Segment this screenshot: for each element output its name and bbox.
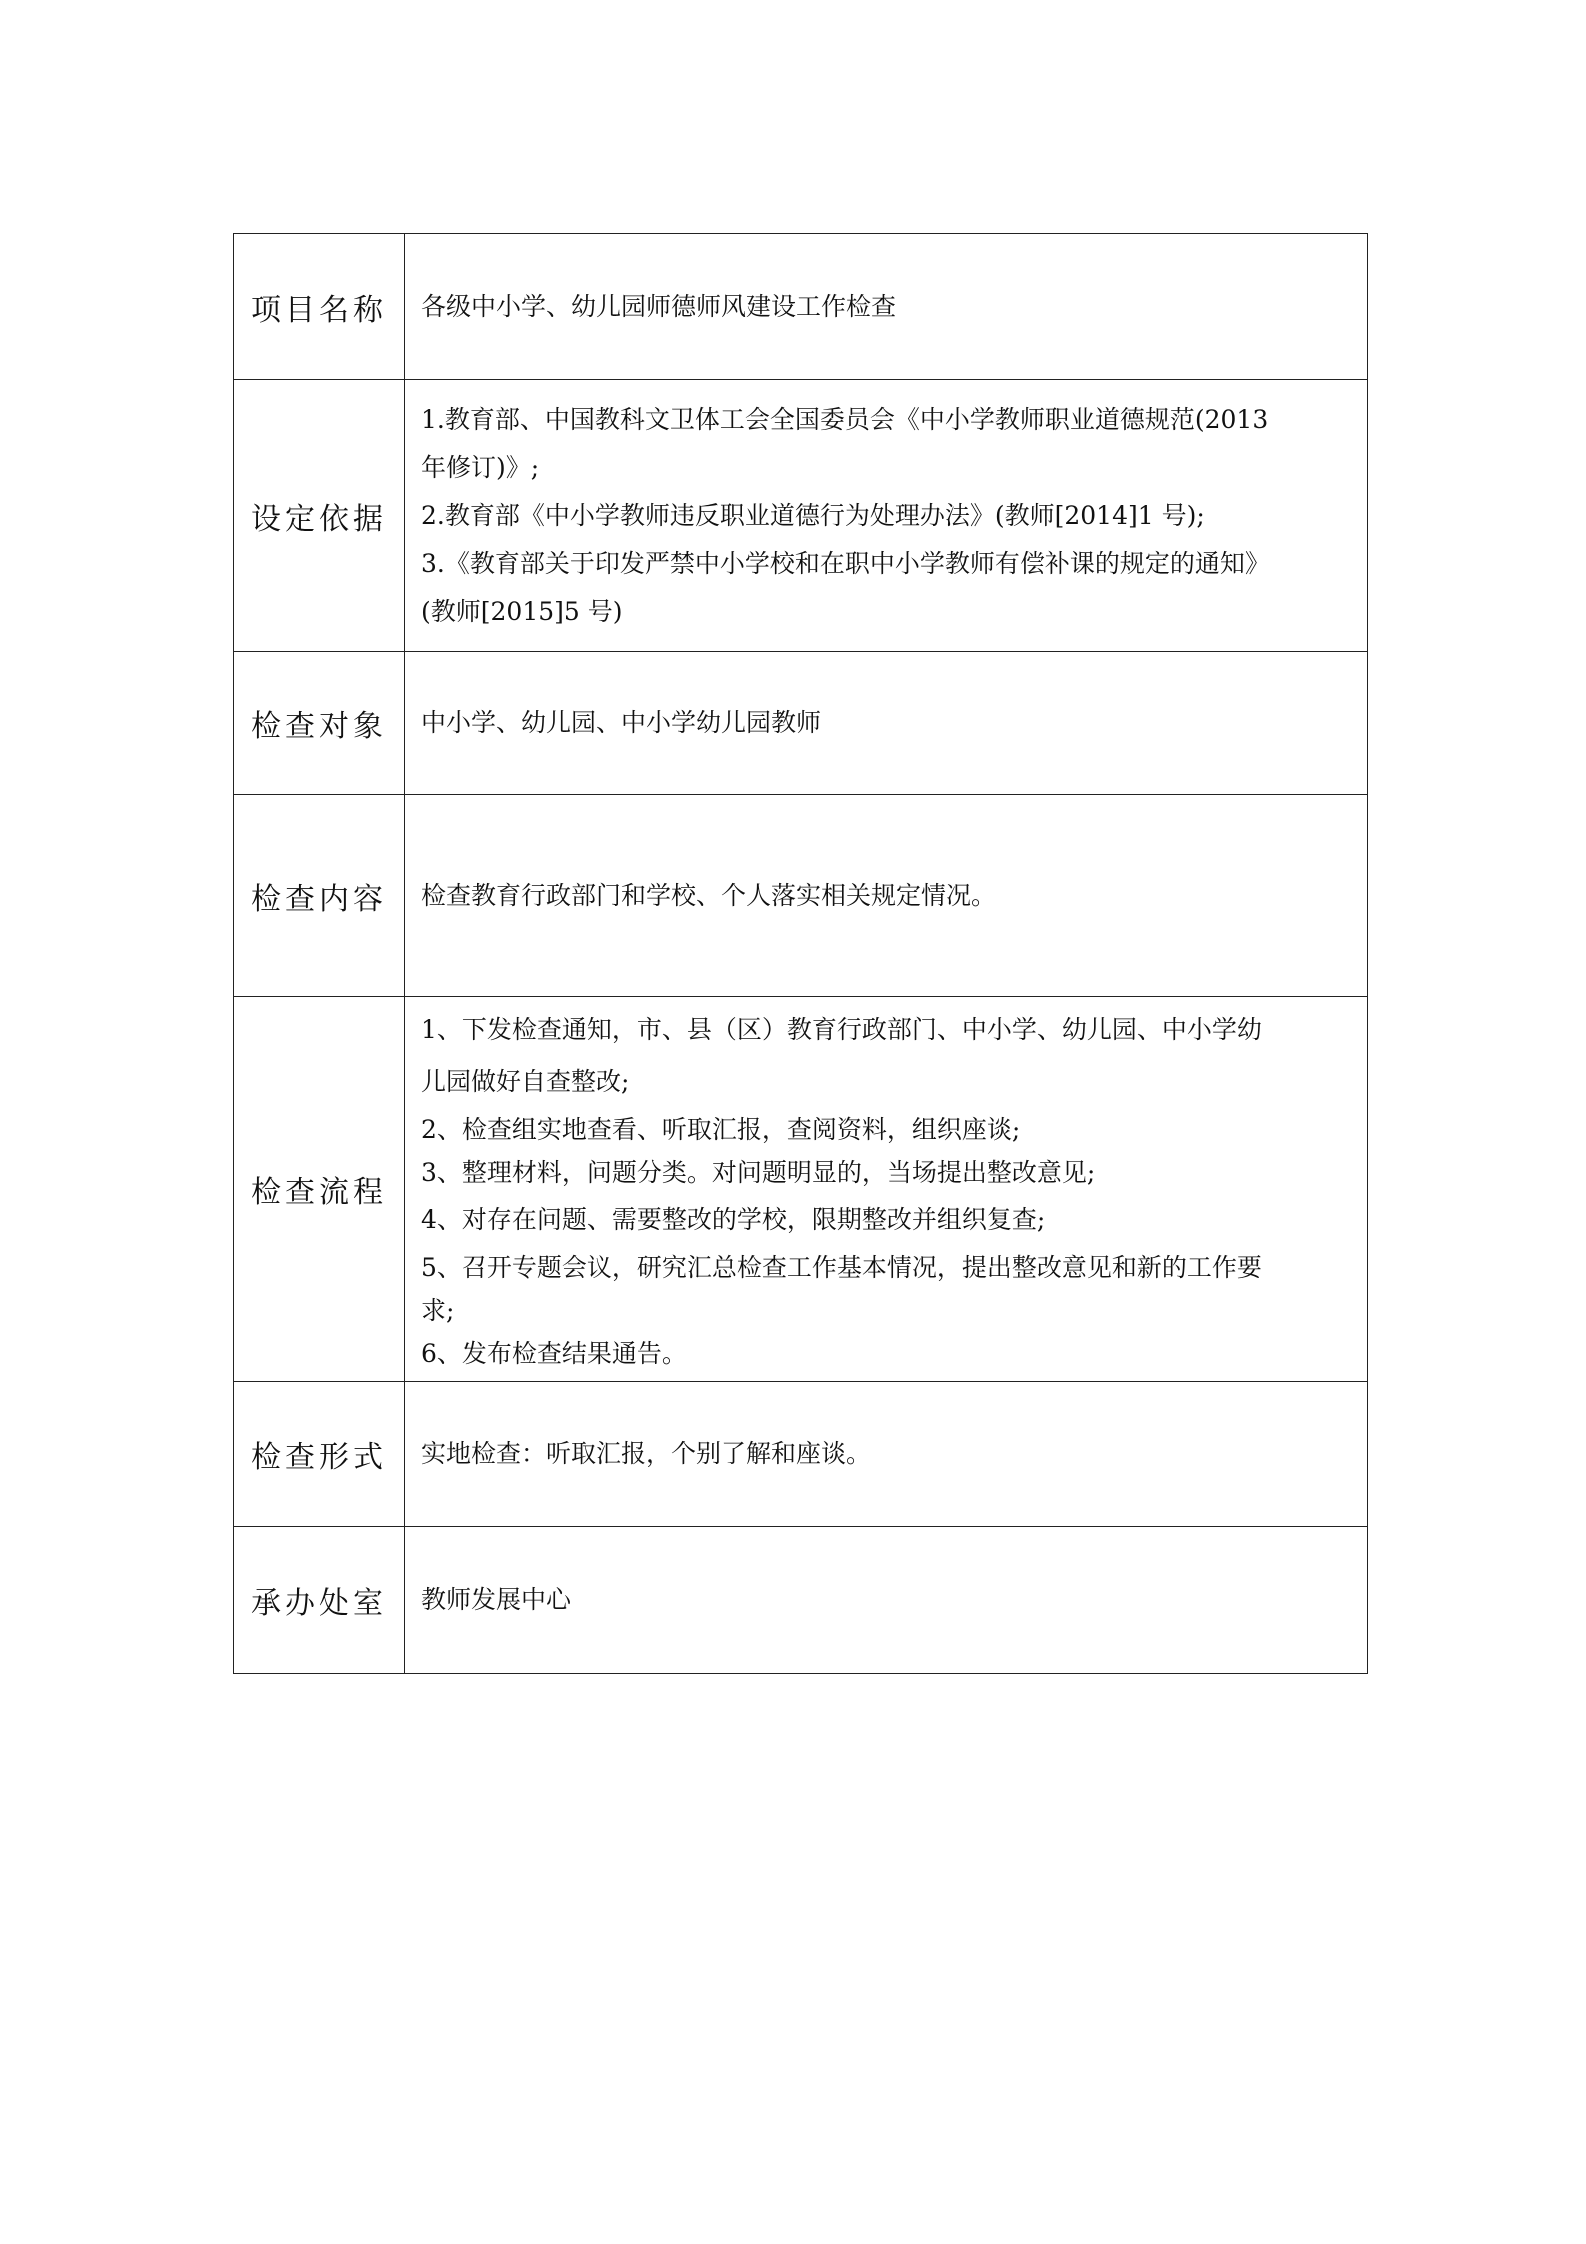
table-row-inspection-target (234, 652, 1368, 795)
basis-label: 设定依据 (234, 380, 405, 652)
process-line-8: 6、发布检查结果通告。 (421, 1338, 687, 1368)
table-row-basis (234, 380, 1368, 652)
process-line-7: 求; (421, 1295, 455, 1325)
process-line-5: 4、对存在问题、需要整改的学校，限期整改并组织复查; (421, 1204, 1046, 1234)
process-line-3: 2、检查组实地查看、听取汇报，查阅资料，组织座谈; (421, 1114, 1021, 1144)
responsible-office-line-1: 教师发展中心 (421, 1585, 572, 1614)
basis-value (405, 380, 1368, 652)
inspection-form-value (405, 1382, 1368, 1527)
project-name-label: 项目名称 (234, 234, 405, 380)
project-name-line-1: 各级中小学、幼儿园师德师风建设工作检查 (421, 291, 897, 321)
inspection-item-table (233, 233, 1368, 1674)
inspection-target-label: 检查对象 (234, 652, 405, 795)
process-line-2: 儿园做好自查整改; (421, 1066, 630, 1096)
responsible-office-value (405, 1527, 1368, 1674)
table-row-inspection-process (234, 997, 1368, 1382)
basis-line-5: (教师[2015]5 号) (421, 596, 623, 626)
responsible-office-label: 承办处室 (234, 1527, 405, 1674)
table-row-inspection-content (234, 795, 1368, 997)
inspection-content-value (405, 795, 1368, 997)
process-line-6: 5、召开专题会议，研究汇总检查工作基本情况，提出整改意见和新的工作要 (421, 1252, 1262, 1282)
basis-line-1: 1.教育部、中国教科文卫体工会全国委员会《中小学教师职业道德规范(2013 (421, 404, 1269, 434)
inspection-process-label: 检查流程 (234, 997, 405, 1382)
inspection-form-line-1: 实地检查：听取汇报，个别了解和座谈。 (421, 1439, 872, 1468)
table-row-project-name (234, 234, 1368, 380)
table-row-responsible-office (234, 1527, 1368, 1674)
inspection-content-line-1: 检查教育行政部门和学校、个人落实相关规定情况。 (421, 880, 997, 910)
inspection-target-value (405, 652, 1368, 795)
inspection-process-value (405, 997, 1368, 1382)
project-name-value (405, 234, 1368, 380)
basis-line-3: 2.教育部《中小学教师违反职业道德行为处理办法》(教师[2014]1 号); (421, 500, 1205, 530)
inspection-content-label: 检查内容 (234, 795, 405, 997)
process-line-1: 1、下发检查通知，市、县（区）教育行政部门、中小学、幼儿园、中小学幼 (421, 1014, 1262, 1044)
basis-line-2: 年修订)》; (421, 452, 540, 482)
process-line-4: 3、整理材料，问题分类。对问题明显的，当场提出整改意见; (421, 1157, 1096, 1187)
inspection-form-label: 检查形式 (234, 1382, 405, 1527)
table-row-inspection-form (234, 1382, 1368, 1527)
basis-line-4: 3.《教育部关于印发严禁中小学校和在职中小学教师有偿补课的规定的通知》 (421, 548, 1270, 578)
inspection-target-line-1: 中小学、幼儿园、中小学幼儿园教师 (421, 708, 822, 737)
